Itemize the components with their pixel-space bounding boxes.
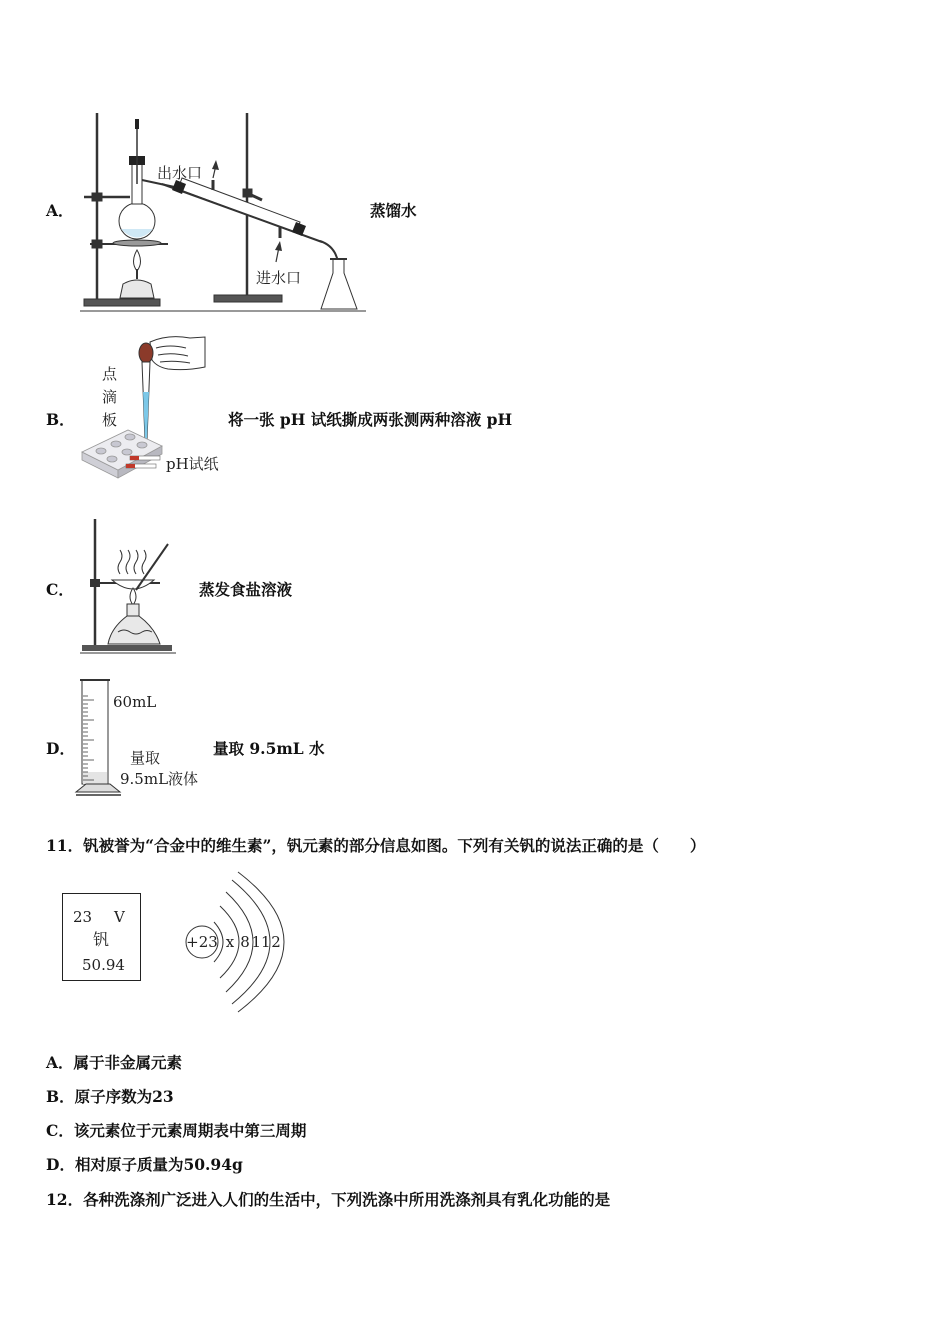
q11-stem: [46, 837, 705, 855]
q11-option-b-text: 原子序数为23: [74, 1087, 174, 1106]
ph-paper-label: pH试纸: [166, 455, 219, 473]
wire-gauze: [113, 240, 161, 246]
dropper: [139, 343, 153, 440]
stand-base: [82, 645, 172, 651]
q11-option-b: [46, 1088, 174, 1106]
erlenmeyer-body: [321, 259, 357, 309]
well: [125, 434, 135, 440]
spot-plate-label-1: 点: [102, 365, 118, 383]
q10-option-a-text: 蒸馏水: [370, 201, 417, 220]
outlet-arrow-head: [212, 160, 219, 170]
steam: [118, 550, 146, 574]
cylinder-capacity-label: 60mL: [113, 693, 157, 711]
dropper-bulb: [139, 343, 153, 363]
q10-option-d-label: D．: [46, 739, 75, 758]
spot-plate: [82, 430, 162, 478]
element-card: [62, 893, 141, 981]
q11-option-c: [46, 1122, 306, 1140]
water-outlet-label: 出水口: [157, 164, 203, 182]
hand-palm: [150, 337, 205, 370]
shell-electrons-2: 8: [240, 933, 250, 951]
nucleus-charge: +23: [186, 933, 218, 951]
hand: [150, 337, 205, 370]
lamp-neck: [127, 604, 139, 616]
q11-option-a: [46, 1054, 182, 1072]
lamp-flame: [134, 250, 141, 271]
spot-plate-label-3: 板: [102, 411, 118, 429]
inlet-arrow-head: [275, 241, 282, 251]
q11-option-d: [46, 1156, 243, 1174]
q11-option-d-text: 相对原子质量为50.94g: [74, 1155, 243, 1174]
water-inlet-label: 进水口: [256, 269, 302, 287]
well: [96, 448, 106, 454]
q10-option-b-label: B．: [46, 410, 75, 429]
clamp-boss: [92, 193, 102, 201]
erlenmeyer-flask: [321, 259, 357, 309]
measure-volume-label: 9.5mL液体: [120, 770, 199, 788]
measure-action-label: 量取: [130, 749, 161, 767]
ring-boss: [90, 579, 100, 587]
cylinder-liquid: [83, 772, 107, 784]
element-atomic-number: 23: [73, 908, 93, 926]
q10-option-a-label: A．: [46, 201, 74, 220]
well: [111, 441, 121, 447]
condenser: [162, 178, 322, 242]
water-inlet-arrow: [275, 241, 282, 262]
element-symbol: V: [114, 908, 125, 926]
cylinder-base: [76, 784, 120, 792]
atomic-structure-diagram: [180, 866, 290, 1016]
lamp-body: [108, 616, 160, 644]
q11-option-b-label: B．: [46, 1087, 75, 1106]
q10-option-d-text: 量取 9.5mL 水: [213, 739, 325, 758]
condenser-clamp-boss: [243, 189, 252, 197]
steam-wisp: [134, 550, 138, 574]
alcohol-lamp: [108, 588, 160, 644]
shell-electrons-1: x: [225, 933, 235, 951]
evaporation-figure: [78, 515, 178, 659]
q11-option-a-label: A．: [46, 1053, 74, 1072]
q10-option-c-text: 蒸发食盐溶液: [199, 580, 293, 599]
flask-liquid: [121, 229, 153, 238]
shell-electrons-4: 2: [271, 933, 281, 951]
well: [137, 442, 147, 448]
q11-option-d-label: D．: [46, 1155, 75, 1174]
well: [122, 449, 132, 455]
condenser-jacket: [178, 178, 300, 233]
well: [107, 456, 117, 462]
element-name: 钒: [93, 930, 110, 949]
ph-test-figure: [78, 332, 228, 482]
lamp-body: [120, 280, 154, 298]
ph-strip-1-stain: [130, 456, 139, 460]
left-stand-base: [84, 299, 160, 306]
q10-option-b-text: 将一张 pH 试纸撕成两张测两种溶液 pH: [228, 410, 513, 429]
element-atomic-mass: 50.94: [82, 956, 125, 974]
ph-strip-2-stain: [126, 464, 135, 468]
q11-number: 11．: [46, 836, 84, 855]
thermometer-top: [135, 119, 139, 129]
graduated-cylinder-figure: [72, 672, 204, 800]
q12-number: 12．: [46, 1190, 84, 1209]
right-stand-base: [214, 295, 282, 302]
q11-option-c-label: C．: [46, 1121, 74, 1140]
q11-option-c-text: 该元素位于元素周期表中第三周期: [73, 1121, 307, 1140]
spot-plate-label-2: 滴: [102, 388, 118, 406]
water-outlet-arrow: [212, 160, 219, 178]
ring-boss: [92, 240, 102, 248]
steam-wisp: [126, 550, 130, 574]
q12-stem-text: 各种洗涤剂广泛进入人们的生活中，下列洗涤中所用洗涤剂具有乳化功能的是: [83, 1190, 611, 1209]
q11-stem-text: 钒被誉为“合金中的维生素”，钒元素的部分信息如图。下列有关钒的说法正确的是（ ）: [83, 836, 706, 855]
distillation-apparatus-figure: [78, 108, 370, 316]
steam-wisp: [118, 550, 122, 574]
alcohol-lamp: [120, 250, 154, 298]
steam-wisp: [142, 550, 146, 574]
q11-option-a-text: 属于非金属元素: [73, 1053, 183, 1072]
lamp-flame: [130, 588, 136, 605]
q12-stem: [46, 1191, 610, 1209]
q10-option-c-label: C．: [46, 580, 74, 599]
shell-electrons-3: 11: [251, 933, 271, 951]
